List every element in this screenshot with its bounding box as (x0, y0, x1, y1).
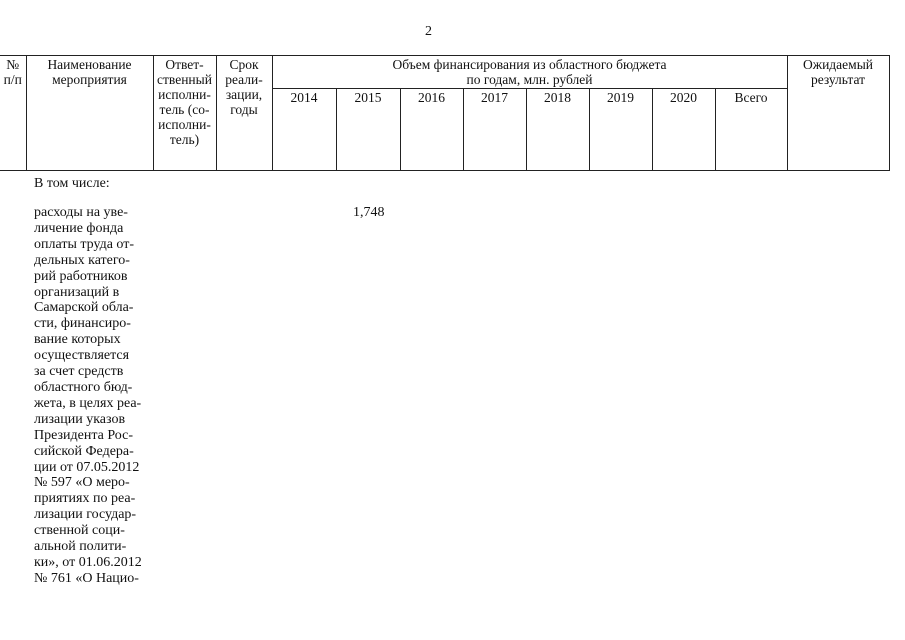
col-responsible-header: Ответ- ственный исполни- тель (со- исполни- тель) (153, 56, 216, 171)
year-2017-header: 2017 (463, 89, 526, 171)
subheading: В том числе: (34, 176, 110, 191)
year-2014-header: 2014 (272, 89, 336, 171)
col-number-header: № п/п (0, 56, 26, 171)
value-2015: 1,748 (353, 205, 385, 220)
year-2015-header: 2015 (336, 89, 400, 171)
page-number: 2 (425, 24, 432, 39)
col-funding-header: Объем финансирования из областного бюджета по годам, млн. рублей (272, 56, 787, 89)
funding-table-header (0, 55, 890, 171)
year-2018-header: 2018 (526, 89, 589, 171)
year-2020-header: 2020 (652, 89, 715, 171)
year-2016-header: 2016 (400, 89, 463, 171)
total-header: Всего (715, 89, 787, 171)
item-description: расходы на уве- личение фонда оплаты труда от- дельных катего- рий работников организаций в Самарской обла- сти, финансиро- вание которых осуществляется за счет средств областного бюд- жета, в целях реа- лизации указов Президента Рос- сийской Федера- ции от 07.05.2012 № 597 «О меро- приятиях по реа- лизации государ- ственной соци- альной полити- ки», от 01.06.2012 № 761 «О Нацио- (34, 205, 142, 586)
year-2019-header: 2019 (589, 89, 652, 171)
col-name-header: Наименование мероприятия (26, 56, 153, 171)
col-term-header: Срок реали- зации, годы (216, 56, 272, 171)
col-result-header: Ожидаемый результат (787, 56, 889, 171)
